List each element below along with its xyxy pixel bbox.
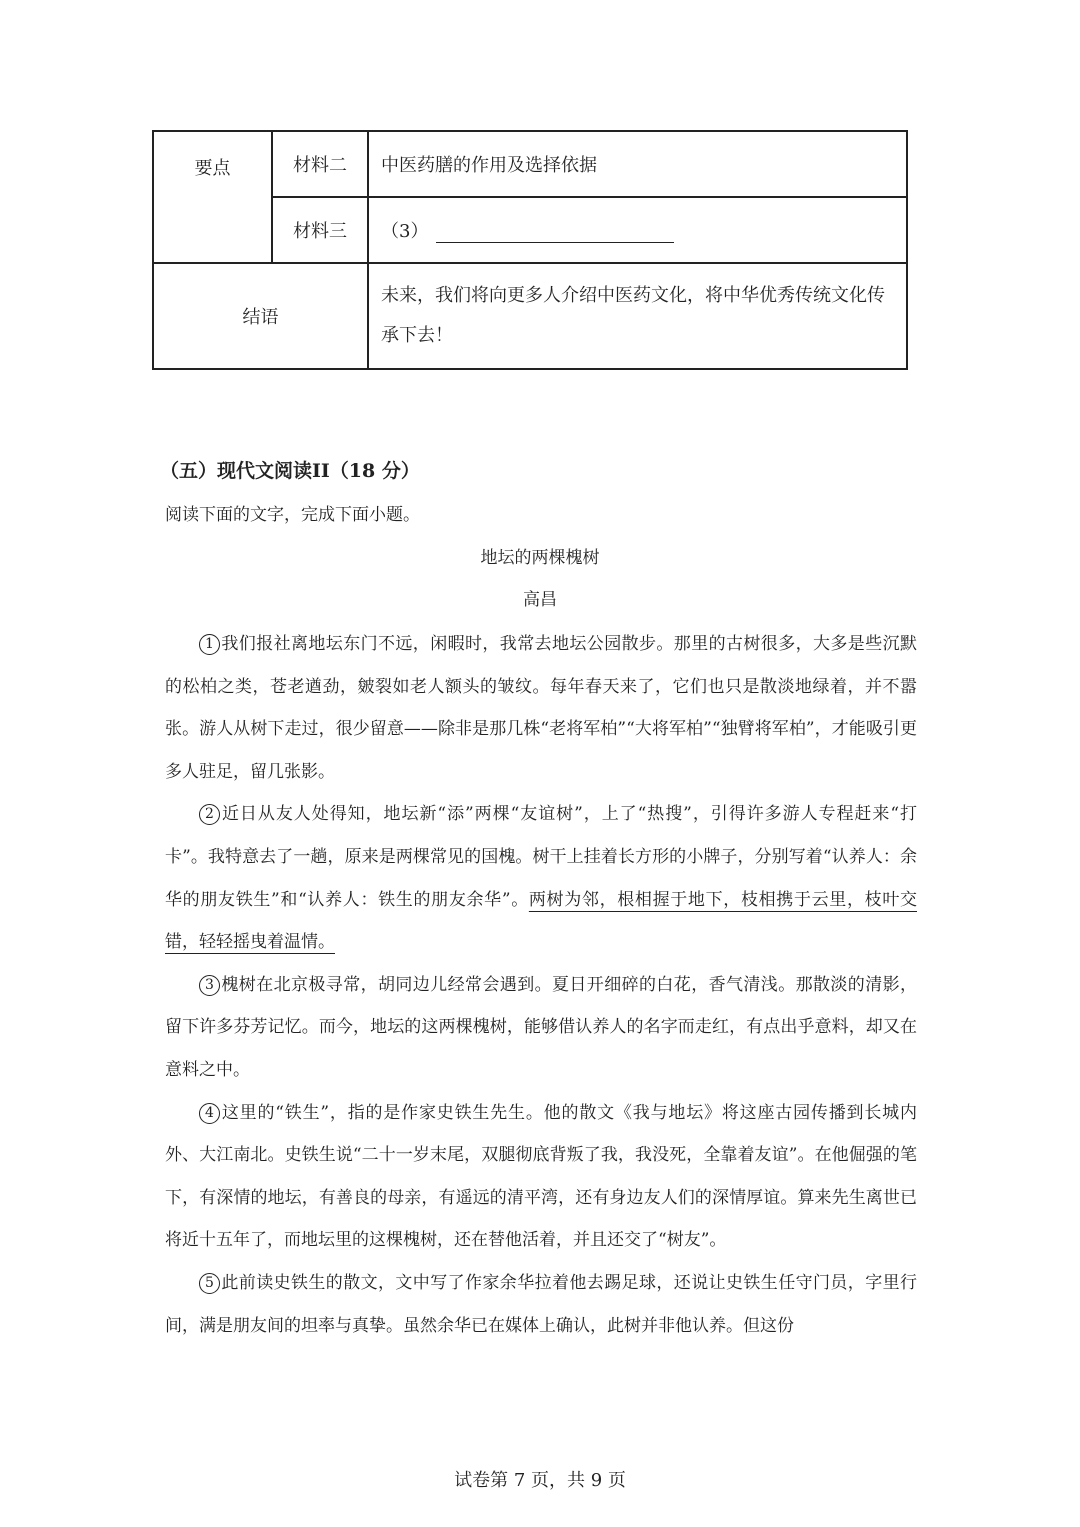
paragraph-number: 3 [199, 975, 220, 996]
material-three-cell [368, 197, 907, 263]
material-two-label: 材料二 [272, 131, 368, 197]
material-two-content: 中医药膳的作用及选择依据 [368, 131, 907, 197]
instruction-text: 阅读下面的文字，完成下面小题。 [165, 505, 420, 525]
paragraph-text: 这里的“铁生”，指的是作家史铁生先生。他的散文《我与地坛》将这座古园传播到长城内外、大江南北。史铁生说“二十一岁末尾，双腿彻底背叛了我，我没死，全靠着友谊”。在他倔强的笔下，有深情的地坛，有善良的母亲，有遥远的清平湾，还有身边友人们的深情厚谊。算来先生离世已将近十五年了，而地坛里的这棵槐树，还在替他活着，并且还交了“树友”。 [165, 1102, 917, 1251]
underlined-sentence: 两树为邻，根相握于地下，枝相携于云里，枝叶交错，轻轻摇曳着温情。 [165, 889, 917, 953]
conclusion-label: 结语 [153, 263, 368, 369]
paragraph-text: 槐树在北京极寻常，胡同边儿经常会遇到。夏日开细碎的白花，香气清浅。那散淡的清影，留下许多芬芳记忆。而今，地坛的这两棵槐树，能够借认养人的名字而走红，有点出乎意料，却又在意料之中。 [165, 974, 917, 1080]
paragraph-3 [165, 964, 917, 1092]
paragraph-text: 此前读史铁生的散文，文中写了作家余华拉着他去踢足球，还说让史铁生任守门员，字里行间，满是朋友间的坦率与真挚。虽然余华已在媒体上确认，此树并非他认养。但这份 [165, 1272, 917, 1336]
key-points-label: 要点 [153, 131, 272, 263]
paragraph-2 [165, 793, 917, 963]
article-author: 高昌 [523, 590, 557, 610]
paragraph-number: 2 [199, 804, 220, 825]
paragraph-text: 我们报社离地坛东门不远，闲暇时，我常去地坛公园散步。那里的古树很多，大多是些沉默的松柏之类，苍老遒劲，皴裂如老人额头的皱纹。每年春天来了，它们也只是散淡地绿着，并不嚣张。游人从树下走过，很少留意——除非是那几株“老将军柏”“大将军柏”“独臂将军柏”，才能吸引更多人驻足，留几张影。 [165, 634, 917, 782]
section-title: （五）现代文阅读II（18 分） [160, 460, 420, 482]
blank-number: （3） [381, 221, 429, 242]
page-footer: 试卷第 7 页，共 9 页 [454, 1470, 626, 1491]
conclusion-content: 未来，我们将向更多人介绍中医药文化，将中华优秀传统文化传承下去！ [368, 263, 907, 369]
paragraph-text: 近日从友人处得知，地坛新“添”两棵“友谊树”，上了“热搜”，引得许多游人专程赶来“打卡”。我特意去了一趟，原来是两棵常见的国槐。树干上挂着长方形的小牌子，分别写着“认养人：余华的朋友铁生”和“认养人：铁生的朋友余华”。 [165, 804, 917, 910]
outline-table [152, 130, 908, 370]
material-three-label: 材料三 [272, 197, 368, 263]
answer-blank[interactable] [436, 222, 674, 243]
paragraph-number: 1 [199, 634, 220, 655]
paragraph-1 [165, 623, 917, 793]
paragraph-number: 4 [199, 1103, 220, 1124]
article-body [165, 623, 917, 1347]
paragraph-4 [165, 1092, 917, 1262]
article-title: 地坛的两棵槐树 [480, 548, 600, 568]
paragraph-number: 5 [199, 1273, 220, 1294]
paragraph-5 [165, 1262, 917, 1347]
